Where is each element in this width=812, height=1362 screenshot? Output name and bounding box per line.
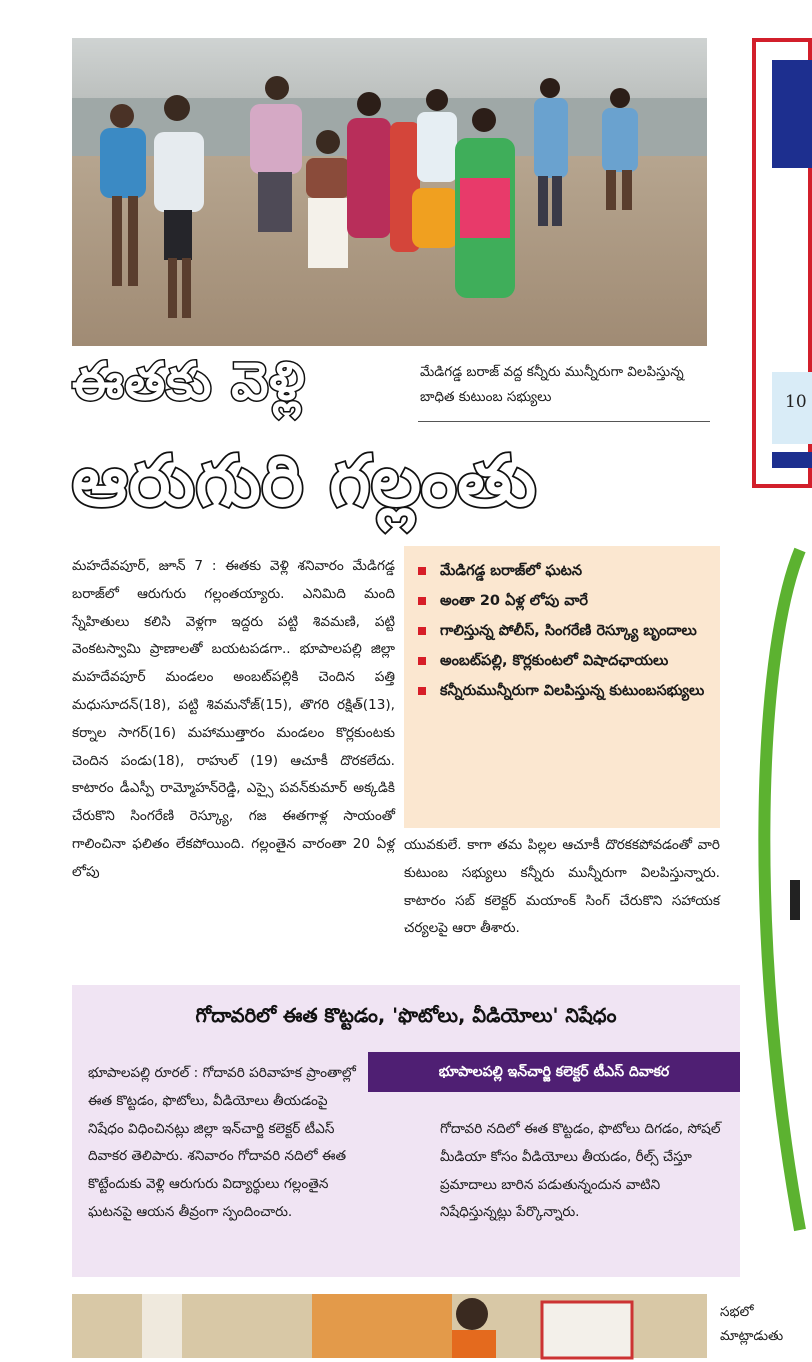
news-photo-speaker (72, 1294, 707, 1358)
bullet-square-icon (418, 567, 426, 575)
highlight-text: గాలిస్తున్న పోలీస్, సింగరేణి రెస్క్యూ బృందాలు (440, 623, 697, 639)
highlight-item (418, 586, 710, 616)
article-column-1: మహదేవపూర్, జూన్ 7 : ఈతకు వెళ్లి శనివారం మేడిగడ్డ బరాజ్‌లో ఆరుగురు గల్లంతయ్యారు. ఎనిమిది మంది స్నేహితులు కలిసి వెళ్లగా ఇద్దరు పట్టి శివమణి, పట్టి వెంకటస్వామి ప్రాణాలతో బయటపడగా.. భూపాలపల్లి జిల్లా మహదేవపూర్ మండలం అంబట్‌పల్లికి చెందిన పత్తి మధుసూదన్(18), పట్టి శివమనోజ్(15), తొగరి రక్షిత్(13), కర్నాల సాగర్(16) మహాముత్తారం మండలం కొర్లకుంటకు చెందిన పండు(18), రాహుల్ (19) ఆచూకీ దొరకలేదు. కాటారం డీఎస్పీ రామ్మోహన్‌రెడ్డి, ఎస్సై పవన్‌కుమార్ అక్కడికి చేరుకొని సింగరేణి రెస్క్యూ, గజ ఈతగాళ్ల సాయంతో గాలించినా ఫలితం లేకపోయింది. గల్లంతైన వారంతా 20 ఏళ్ల లోపు (72, 558, 395, 880)
story2-column-1: భూపాలపల్లి రూరల్ : గోదావరి పరివాహక ప్రాంతాల్లో ఈత కొట్టడం, ఫొటోలు, వీడియోలు తీయడంపై నిషేధం విధించినట్లు జిల్లా ఇన్‌చార్జి కలెక్టర్ టీఎస్ దివాకర తెలిపారు. శనివారం గోదావరి నదిలో ఈత కొట్టేందుకు వెళ్లి ఆరుగురు విద్యార్థులు గల్లంతైన ఘటనపై ఆయన తీవ్రంగా స్పందించారు. (88, 1065, 356, 1220)
article-column-2: యువకులే. కాగా తమ పిల్లల ఆచూకీ దొరకకపోవడంతో వారి కుటుంబ సభ్యులు కన్నీరు మున్నీరుగా విలపిస్తున్నారు. కాటారం సబ్ కలెక్టర్ మయాంక్ సింగ్ చేరుకొని సహాయక చర్యలపై ఆరా తీశారు. (404, 837, 720, 937)
bottom-photo-caption: సభలో మాట్లాడుతు (720, 1304, 784, 1344)
highlight-item (418, 646, 710, 676)
story2-title: గోదావరిలో ఈత కొట్టడం, 'ఫొటోలు, వీడియోలు' నిషేధం (195, 1004, 617, 1027)
highlight-text: అంతా 20 ఏళ్ల లోపు వారే (440, 593, 589, 609)
advertisement-number: 10 (785, 392, 807, 412)
highlight-text: మేడిగడ్డ బరాజ్‌లో ఘటన (440, 563, 583, 579)
highlight-text: కన్నీరుమున్నీరుగా విలపిస్తున్న కుటుంబసభ్యులు (440, 683, 705, 699)
story2-column-2: గోదావరి నదిలో ఈత కొట్టడం, ఫొటోలు దిగడం, సోషల్ మీడియా కోసం వీడియోలు తీయడం, రీల్స్ చేస్తూ ప్రమాదాలు బారిన పడుతున్నందున వాటిని నిషేధిస్తున్నట్లు పేర్కొన్నారు. (440, 1121, 721, 1221)
bullet-square-icon (418, 597, 426, 605)
photo-caption: మేడిగడ్డ బరాజ్ వద్ద కన్నీరు మున్నీరుగా విలపిస్తున్న బాధిత కుటుంబ సభ్యులు (420, 364, 684, 405)
bullet-square-icon (418, 657, 426, 665)
story2-byline-label: భూపాలపల్లి ఇన్‌చార్జి కలెక్టర్ టీఎస్ దివాకర (368, 1052, 740, 1092)
advertisement-blue-band (772, 60, 812, 168)
headline-line-2: ఆరుగురి గల్లంతు (72, 440, 538, 522)
highlight-item (418, 676, 710, 706)
bullet-square-icon (418, 687, 426, 695)
caption-underline (418, 421, 710, 422)
bullet-square-icon (418, 627, 426, 635)
news-photo-riverbank (72, 38, 707, 346)
advertisement-green-arc (750, 540, 800, 1240)
highlight-item (418, 616, 710, 646)
highlight-text: అంబట్‌పల్లి, కొర్లకుంటలో విషాదఛాయలు (440, 653, 669, 669)
highlight-item (418, 556, 710, 586)
headline-line-1: ఈతకు వెళ్లి (72, 352, 306, 412)
advertisement-blue-strip (772, 452, 812, 468)
highlights-box (404, 546, 720, 828)
